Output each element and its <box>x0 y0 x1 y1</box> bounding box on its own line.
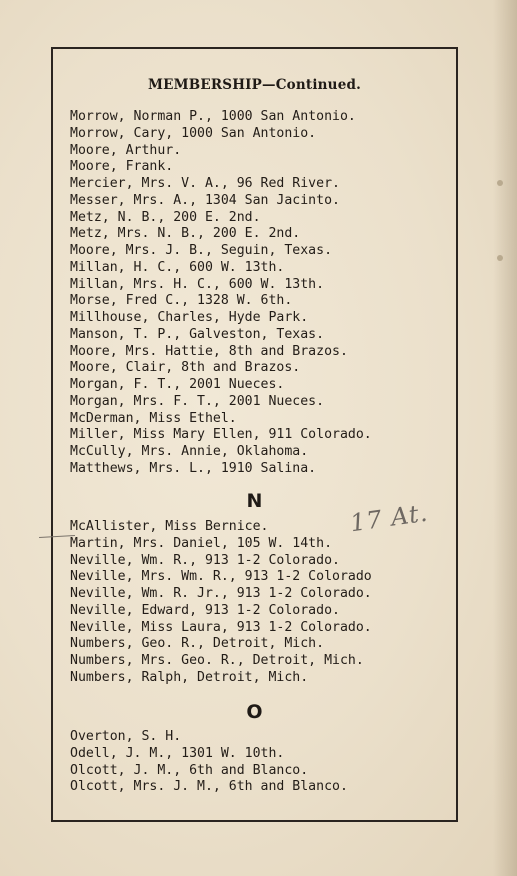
member-entry: McAllister, Miss Bernice. <box>70 519 269 534</box>
member-entry: Messer, Mrs. A., 1304 San Jacinto. <box>70 192 340 208</box>
member-entry: Moore, Mrs. Hattie, 8th and Brazos. <box>70 343 348 359</box>
member-entry: Miller, Miss Mary Ellen, 911 Colorado. <box>70 427 372 443</box>
member-entry: Odell, J. M., 1301 W. 10th. <box>70 745 285 761</box>
member-entry: Moore, Clair, 8th and Brazos. <box>70 360 301 376</box>
member-entry: Olcott, J. M., 6th and Blanco. <box>70 762 309 778</box>
member-entry: Morgan, F. T., 2001 Nueces. <box>70 377 285 392</box>
member-entry: Mercier, Mrs. V. A., 96 Red River. <box>70 176 340 191</box>
binding-hole <box>497 255 503 261</box>
member-entry: Numbers, Ralph, Detroit, Mich. <box>70 669 309 685</box>
member-entry: Millhouse, Charles, Hyde Park. <box>70 310 309 325</box>
member-entry: Overton, S. H. <box>70 729 182 744</box>
member-entry: Morrow, Cary, 1000 San Antonio. <box>70 125 317 141</box>
handwritten-note: 17 At. <box>348 498 430 538</box>
member-entry: Matthews, Mrs. L., 1910 Salina. <box>70 460 317 476</box>
section-heading-o: O <box>246 701 263 723</box>
member-entry: Moore, Frank. <box>70 159 174 175</box>
member-entry: Neville, Wm. R., 913 1-2 Colorado. <box>70 552 340 568</box>
member-entry: Manson, T. P., Galveston, Texas. <box>70 326 325 342</box>
m-member-list <box>70 109 452 478</box>
page-edge-shadow <box>493 0 517 876</box>
member-entry: Metz, Mrs. N. B., 200 E. 2nd. <box>70 226 301 242</box>
member-entry: Neville, Edward, 913 1-2 Colorado. <box>70 602 340 618</box>
member-entry: Millan, H. C., 600 W. 13th. <box>70 259 285 275</box>
member-entry: Millan, Mrs. H. C., 600 W. 13th. <box>70 276 325 292</box>
member-entry: Martin, Mrs. Daniel, 105 W. 14th. <box>70 535 333 551</box>
member-entry: Morse, Fred C., 1328 W. 6th. <box>70 293 293 309</box>
member-entry: Numbers, Mrs. Geo. R., Detroit, Mich. <box>70 653 364 668</box>
member-entry: Neville, Miss Laura, 913 1-2 Colorado. <box>70 619 372 635</box>
n-member-list <box>70 519 372 687</box>
page-border-frame <box>51 47 458 822</box>
member-entry: Morrow, Norman P., 1000 San Antonio. <box>70 109 356 124</box>
member-entry: Olcott, Mrs. J. M., 6th and Blanco. <box>70 779 348 795</box>
member-entry: Metz, N. B., 200 E. 2nd. <box>70 209 261 225</box>
member-entry: Moore, Arthur. <box>70 142 182 158</box>
member-entry: Neville, Mrs. Wm. R., 913 1-2 Colorado <box>70 569 372 585</box>
member-entry: McDerman, Miss Ethel. <box>70 410 237 426</box>
section-heading-n: N <box>246 490 263 512</box>
member-entry: Moore, Mrs. J. B., Seguin, Texas. <box>70 243 333 258</box>
member-entry: Morgan, Mrs. F. T., 2001 Nueces. <box>70 393 325 409</box>
page-header: MEMBERSHIP—Continued. <box>147 77 362 93</box>
binding-hole <box>497 180 503 186</box>
member-entry: McCully, Mrs. Annie, Oklahoma. <box>70 444 309 459</box>
member-entry: Neville, Wm. R. Jr., 913 1-2 Colorado. <box>70 586 372 601</box>
o-member-list <box>70 729 348 796</box>
member-entry: Numbers, Geo. R., Detroit, Mich. <box>70 636 325 652</box>
